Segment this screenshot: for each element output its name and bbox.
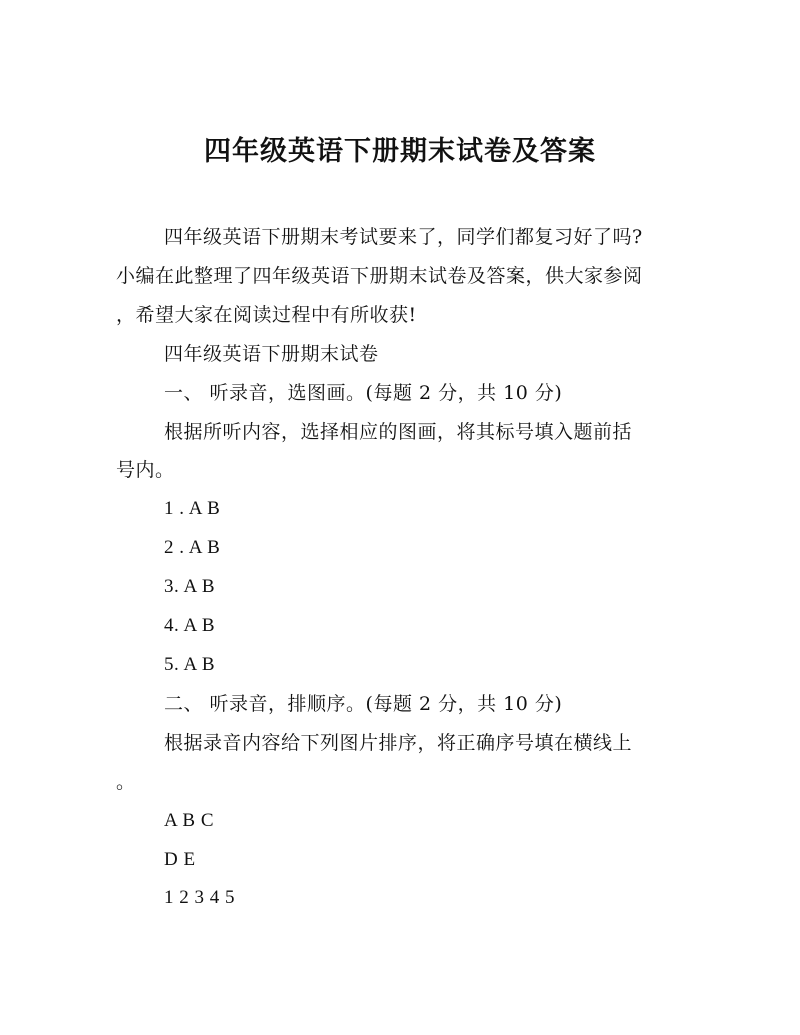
section2-instruction-line-1: 根据录音内容给下列图片排序，将正确序号填在横线上 xyxy=(164,731,633,754)
section2-row-1: A B C xyxy=(164,809,215,831)
intro-line-1: 四年级英语下册期末考试要来了，同学们都复习好了吗? xyxy=(164,226,643,248)
intro-line-2: 小编在此整理了四年级英语下册期末试卷及答案，供大家参阅 xyxy=(116,264,643,287)
section1-instruction-line-1: 根据所听内容，选择相应的图画，将其标号填入题前括 xyxy=(164,420,633,443)
section1-instruction-line-2: 号内。 xyxy=(116,459,175,482)
document-title: 四年级英语下册期末试卷及答案 xyxy=(204,136,596,167)
section1-item-2: 2 . A B xyxy=(164,537,221,559)
paper-title: 四年级英语下册期末试卷 xyxy=(164,342,379,365)
section2-heading: 二、 听录音，排顺序。(每题 2 分，共 10 分) xyxy=(164,692,563,715)
section1-item-3: 3. A B xyxy=(164,576,216,598)
section2-row-3: 1 2 3 4 5 xyxy=(164,887,235,909)
section1-item-4: 4. A B xyxy=(164,615,216,637)
document-body xyxy=(116,218,696,918)
section2-instruction-line-2: 。 xyxy=(116,770,136,793)
section1-heading: 一、 听录音，选图画。(每题 2 分，共 10 分) xyxy=(164,381,563,404)
section1-item-1: 1 . A B xyxy=(164,498,221,520)
section1-item-5: 5. A B xyxy=(164,653,216,675)
intro-line-3: ，希望大家在阅读过程中有所收获! xyxy=(116,303,417,326)
section2-row-2: D E xyxy=(164,848,196,870)
